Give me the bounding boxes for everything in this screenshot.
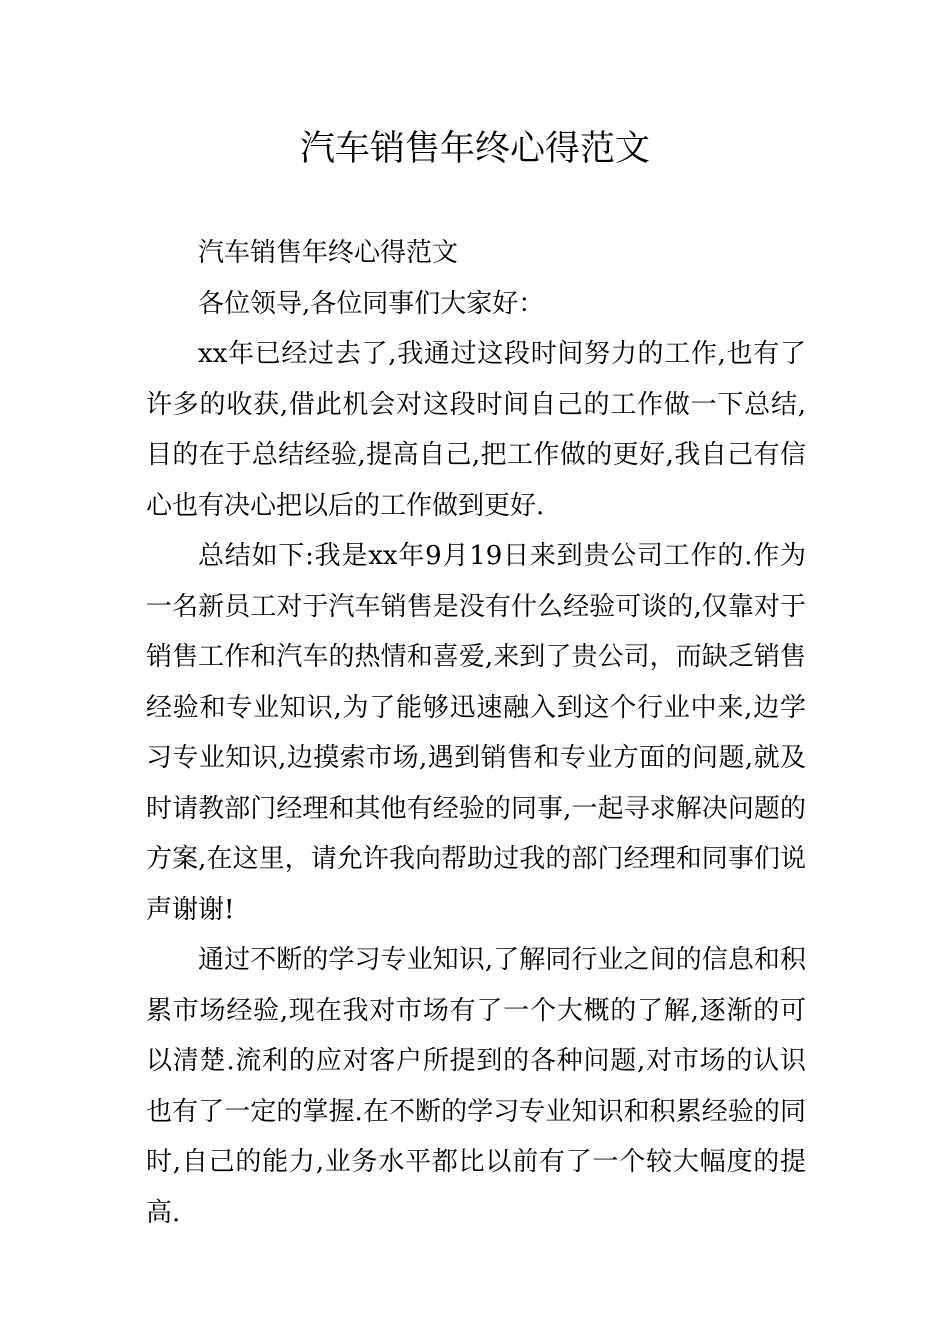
paragraph-progress: 通过不断的学习专业知识,了解同行业之间的信息和积累市场经验,现在我对市场有了一个大概的了解,逐渐的可以清楚.流利的应对客户所提到的各种问题,对市场的认识也有了一定的掌握.在不断的学习专业知识和积累经验的同时,自己的能力,业务水平都比以前有了一个较大幅度的提高.: [146, 945, 806, 1228]
paragraph-summary: 总结如下:我是xx年9月19日来到贵公司工作的.作为一名新员工对于汽车销售是没有什么经验可谈的,仅靠对于销售工作和汽车的热情和喜爱,来到了贵公司，而缺乏销售经验和专业知识,为了能够迅速融入到这个行业中来,边学习专业知识,边摸索市场,遇到销售和专业方面的问题,就及时请教部门经理和其他有经验的同事,一起寻求解决问题的方案,在这里，请允许我向帮助过我的部门经理和同事们说声谢谢!: [146, 541, 806, 925]
document-body: [146, 228, 806, 1238]
paragraph-intro: xx年已经过去了,我通过这段时间努力的工作,也有了许多的收获,借此机会对这段时间自己的工作做一下总结,目的在于总结经验,提高自己,把工作做的更好,我自己有信心也有决心把以后的工作做到更好.: [146, 339, 806, 521]
page-title: 汽车销售年终心得范文: [299, 129, 650, 169]
paragraph-greeting: 各位领导,各位同事们大家好：: [198, 288, 545, 319]
paragraph-subtitle: 汽车销售年终心得范文: [198, 238, 459, 268]
